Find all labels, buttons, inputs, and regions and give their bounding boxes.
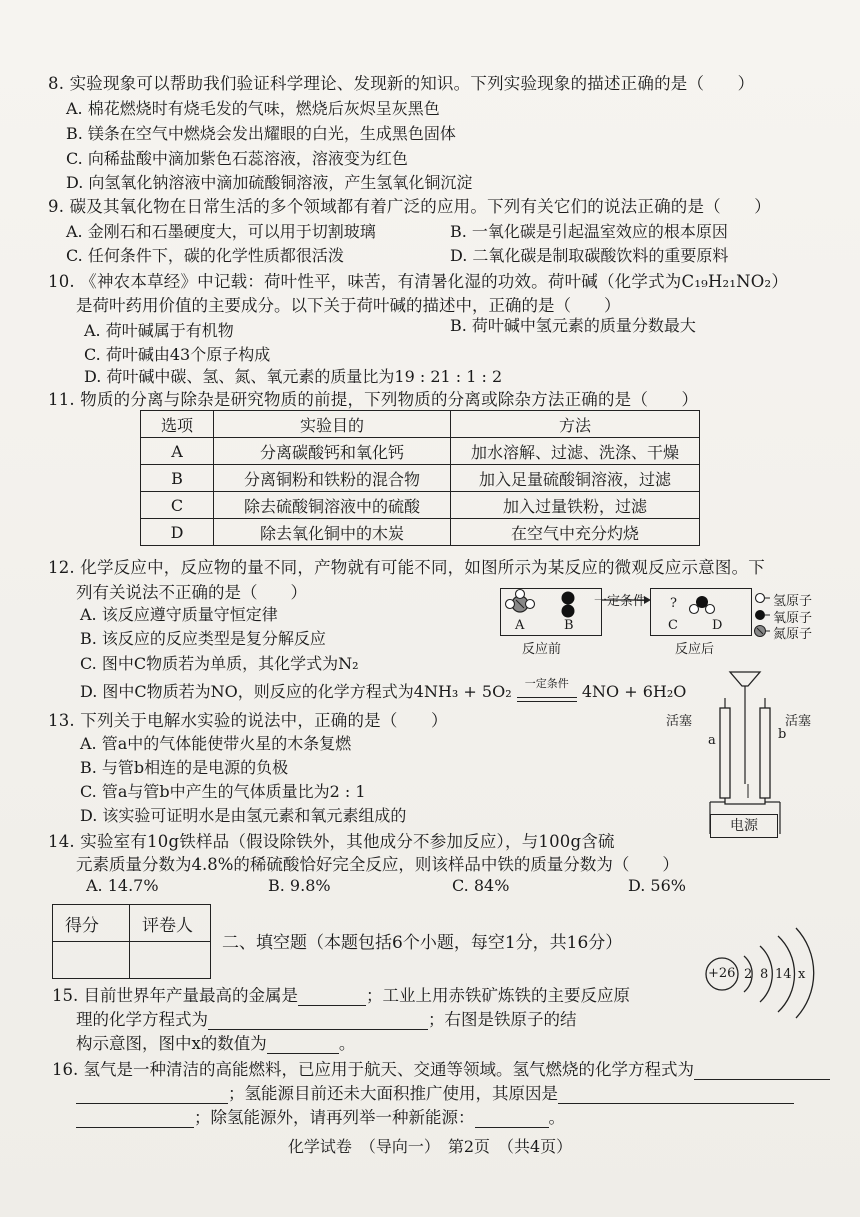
table-cell: A	[141, 438, 214, 465]
q11-stem: 11. 物质的分离与除杂是研究物质的前提，下列物质的分离或除杂方法正确的是（ ）	[48, 390, 699, 409]
answer-blank[interactable]	[76, 1085, 228, 1104]
q12-option-d	[80, 679, 686, 702]
q16-line2	[76, 1080, 794, 1104]
answer-blank[interactable]	[298, 987, 366, 1006]
q15-text: ；工业上用赤铁矿炼铁的主要反应原	[366, 986, 630, 1005]
table-cell: 分离碳酸钙和氧化钙	[214, 438, 451, 465]
fig-label-b: B	[564, 618, 574, 633]
table-cell: C	[141, 492, 214, 519]
q12-option-c: C. 图中C物质若为单质，其化学式为N₂	[80, 654, 359, 673]
score-label: 得分	[53, 905, 130, 942]
q14-stem-line2: 元素质量分数为4.8%的稀硫酸恰好完全反应，则该样品中铁的质量分数为（ ）	[76, 855, 679, 874]
equals-line	[517, 701, 577, 702]
table-header: 方法	[451, 411, 700, 438]
iron-atom-diagram	[700, 910, 820, 1020]
hydrogen-atom	[706, 605, 715, 614]
q14-option-c: C. 84%	[452, 876, 510, 895]
table-cell: B	[141, 465, 214, 492]
score-table	[52, 904, 211, 979]
table-cell: 在空气中充分灼烧	[451, 519, 700, 546]
table-row	[141, 438, 700, 465]
table-cell: 加水溶解、过滤、洗涤、干燥	[451, 438, 700, 465]
grader-label: 评卷人	[130, 905, 211, 942]
fig-condition: 一定条件	[594, 594, 647, 609]
table-cell: D	[141, 519, 214, 546]
q9-option-a: A. 金刚石和石墨硬度大，可以用于切割玻璃	[66, 222, 376, 241]
score-cell[interactable]	[53, 942, 130, 979]
q13-option-d: D. 该实验可证明水是由氢元素和氧元素组成的	[80, 806, 407, 825]
q14-stem: 14. 实验室有10g铁样品（假设除铁外，其他成分不参加反应），与100g含硫	[48, 832, 615, 851]
legend-oxygen-icon	[755, 610, 765, 620]
tube-a-label: a	[708, 733, 716, 748]
table-header: 实验目的	[214, 411, 451, 438]
page-footer: 化学试卷 （导向一） 第2页 （共4页）	[287, 1137, 573, 1156]
q16-text: 。	[548, 1108, 565, 1127]
table-row	[53, 905, 211, 942]
u-connector	[725, 798, 765, 804]
tube-b-label: b	[778, 727, 787, 742]
q16-text: 16. 氢气是一种清洁的高能燃料，已应用于航天、交通等领域。氢气燃烧的化学方程式为	[52, 1060, 694, 1079]
grader-cell[interactable]	[130, 942, 211, 979]
q9-option-d: D. 二氧化碳是制取碳酸饮料的重要原料	[450, 246, 729, 265]
table-row	[53, 942, 211, 979]
q8-option-b: B. 镁条在空气中燃烧会发出耀眼的白光，生成黑色固体	[66, 124, 456, 143]
valve-left-label: 活塞	[666, 714, 693, 729]
q15-text: 15. 目前世界年产量最高的金属是	[52, 986, 298, 1005]
q16-text: ；氢能源目前还未大面积推广使用，其原因是	[228, 1084, 558, 1103]
fig-label-c: C	[668, 618, 678, 633]
q12-option-d-text: D. 图中C物质若为NO，则反应的化学方程式为4NH₃ + 5O₂	[80, 682, 512, 701]
legend-oxygen-label: 氧原子	[773, 611, 813, 626]
table-cell: 除去硫酸铜溶液中的硫酸	[214, 492, 451, 519]
q8-stem: 8. 实验现象可以帮助我们验证科学理论、发现新的知识。下列实验现象的描述正确的是（ ）	[48, 74, 755, 93]
shell-count: 2	[744, 967, 753, 982]
table-header: 选项	[141, 411, 214, 438]
answer-blank[interactable]	[694, 1061, 830, 1080]
fig-unknown: ?	[670, 596, 677, 611]
answer-blank[interactable]	[208, 1011, 428, 1030]
table-cell: 加入足量硫酸铜溶液，过滤	[451, 465, 700, 492]
table-row	[141, 492, 700, 519]
q15-line3	[76, 1030, 355, 1054]
q8-option-c: C. 向稀盐酸中滴加紫色石蕊溶液，溶液变为红色	[66, 149, 408, 168]
q13-option-b: B. 与管b相连的是电源的负极	[80, 758, 289, 777]
table-cell: 除去氧化铜中的木炭	[214, 519, 451, 546]
q15-text: 。	[338, 1034, 356, 1053]
reaction-condition: 一定条件	[524, 677, 569, 690]
shell-count: 8	[760, 967, 769, 982]
fig-after-label: 反应后	[675, 642, 715, 657]
q15-line2	[76, 1006, 577, 1030]
q10-stem-text: 10. 《神农本草经》中记载：荷叶性平，味苦，有清暑化湿的功效。荷叶碱（化学式为	[48, 272, 682, 291]
q14-option-b: B. 9.8%	[268, 876, 331, 895]
q12-option-b: B. 该反应的反应类型是复分解反应	[80, 629, 326, 648]
power-supply: 电源	[710, 814, 778, 838]
legend-nitrogen-label: 氮原子	[773, 627, 813, 642]
q13-option-a: A. 管a中的气体能使带火星的木条复燃	[80, 734, 352, 753]
equals-line	[517, 697, 577, 698]
q10-option-d: D. 荷叶碱中碳、氢、氮、氧元素的质量比为19 : 21 : 1 : 2	[84, 367, 503, 386]
answer-blank[interactable]	[558, 1085, 794, 1104]
tube-a	[720, 708, 730, 798]
answer-blank[interactable]	[267, 1035, 339, 1054]
answer-blank[interactable]	[475, 1109, 549, 1128]
hydrogen-atom	[516, 590, 525, 599]
q14-option-a: A. 14.7%	[86, 876, 159, 895]
shell-count: x	[798, 967, 806, 982]
tube-b	[760, 708, 770, 798]
answer-blank[interactable]	[76, 1109, 194, 1128]
q10-stem-line2: 是荷叶药用价值的主要成分。以下关于荷叶碱的描述中，正确的是（ ）	[76, 296, 621, 315]
valve-right-label: 活塞	[785, 714, 812, 729]
q15-text: ；右图是铁原子的结	[428, 1010, 577, 1029]
legend-hydrogen-label: 氢原子	[773, 594, 813, 609]
funnel	[730, 672, 760, 686]
q8-option-a: A. 棉花燃烧时有烧毛发的气味，燃烧后灰烬呈灰黑色	[66, 99, 440, 118]
q16-text: ；除氢能源外，请再列举一种新能源：	[194, 1108, 475, 1127]
q14-option-d: D. 56%	[628, 876, 686, 895]
hydrogen-atom	[690, 605, 699, 614]
q15-text: 理的化学方程式为	[76, 1010, 208, 1029]
q10-option-a: A. 荷叶碱属于有机物	[84, 321, 234, 340]
q15-text: 构示意图，图中x的数值为	[76, 1034, 267, 1053]
q9-option-c: C. 任何条件下，碳的化学性质都很活泼	[66, 246, 344, 265]
q12-stem: 12. 化学反应中，反应物的量不同，产物就有可能不同，如图所示为某反应的微观反应示意图。下	[48, 558, 765, 577]
q9-stem: 9. 碳及其氧化物在日常生活的多个领域都有着广泛的应用。下列有关它们的说法正确的是（ ）	[48, 197, 771, 216]
q9-option-b: B. 一氧化碳是引起温室效应的根本原因	[450, 222, 728, 241]
table-cell: 分离铜粉和铁粉的混合物	[214, 465, 451, 492]
q8-option-d: D. 向氢氧化钠溶液中滴加硫酸铜溶液，产生氢氧化铜沉淀	[66, 173, 473, 192]
legend-hydrogen-icon	[756, 594, 765, 603]
q12-stem-line2: 列有关说法不正确的是（ ）	[76, 583, 307, 602]
nucleus-charge: +26	[708, 966, 736, 981]
table-row	[141, 519, 700, 546]
shell-count: 14	[775, 967, 792, 982]
q10-option-b: B. 荷叶碱中氢元素的质量分数最大	[450, 316, 696, 335]
q16-line1	[52, 1056, 830, 1080]
fig-before-label: 反应前	[522, 642, 562, 657]
fig-label-a: A	[515, 618, 525, 633]
q13-option-c: C. 管a与管b中产生的气体质量比为2 : 1	[80, 782, 366, 801]
q12-option-a: A. 该反应遵守质量守恒定律	[80, 605, 278, 624]
oxygen-atom	[562, 605, 575, 618]
reaction-arrow	[517, 677, 577, 702]
q13-stem: 13. 下列关于电解水实验的说法中，正确的是（ ）	[48, 711, 448, 730]
q10-stem	[48, 268, 788, 292]
q10-formula: C₁₉H₂₁NO₂）	[681, 272, 789, 291]
q11-table	[140, 410, 700, 546]
q15-line1	[52, 982, 630, 1006]
table-header-row	[141, 411, 700, 438]
hydrogen-atom	[526, 600, 535, 609]
table-row	[141, 465, 700, 492]
oxygen-atom	[562, 592, 575, 605]
fig-label-d: D	[712, 618, 723, 633]
hydrogen-atom	[506, 600, 515, 609]
q12-option-d-products: 4NO + 6H₂O	[581, 682, 687, 701]
q10-option-c: C. 荷叶碱由43个原子构成	[84, 345, 271, 364]
section-2-title: 二、填空题（本题包括6个小题，每空1分，共16分）	[222, 933, 623, 953]
table-cell: 加入过量铁粉，过滤	[451, 492, 700, 519]
q16-line3	[76, 1104, 565, 1128]
